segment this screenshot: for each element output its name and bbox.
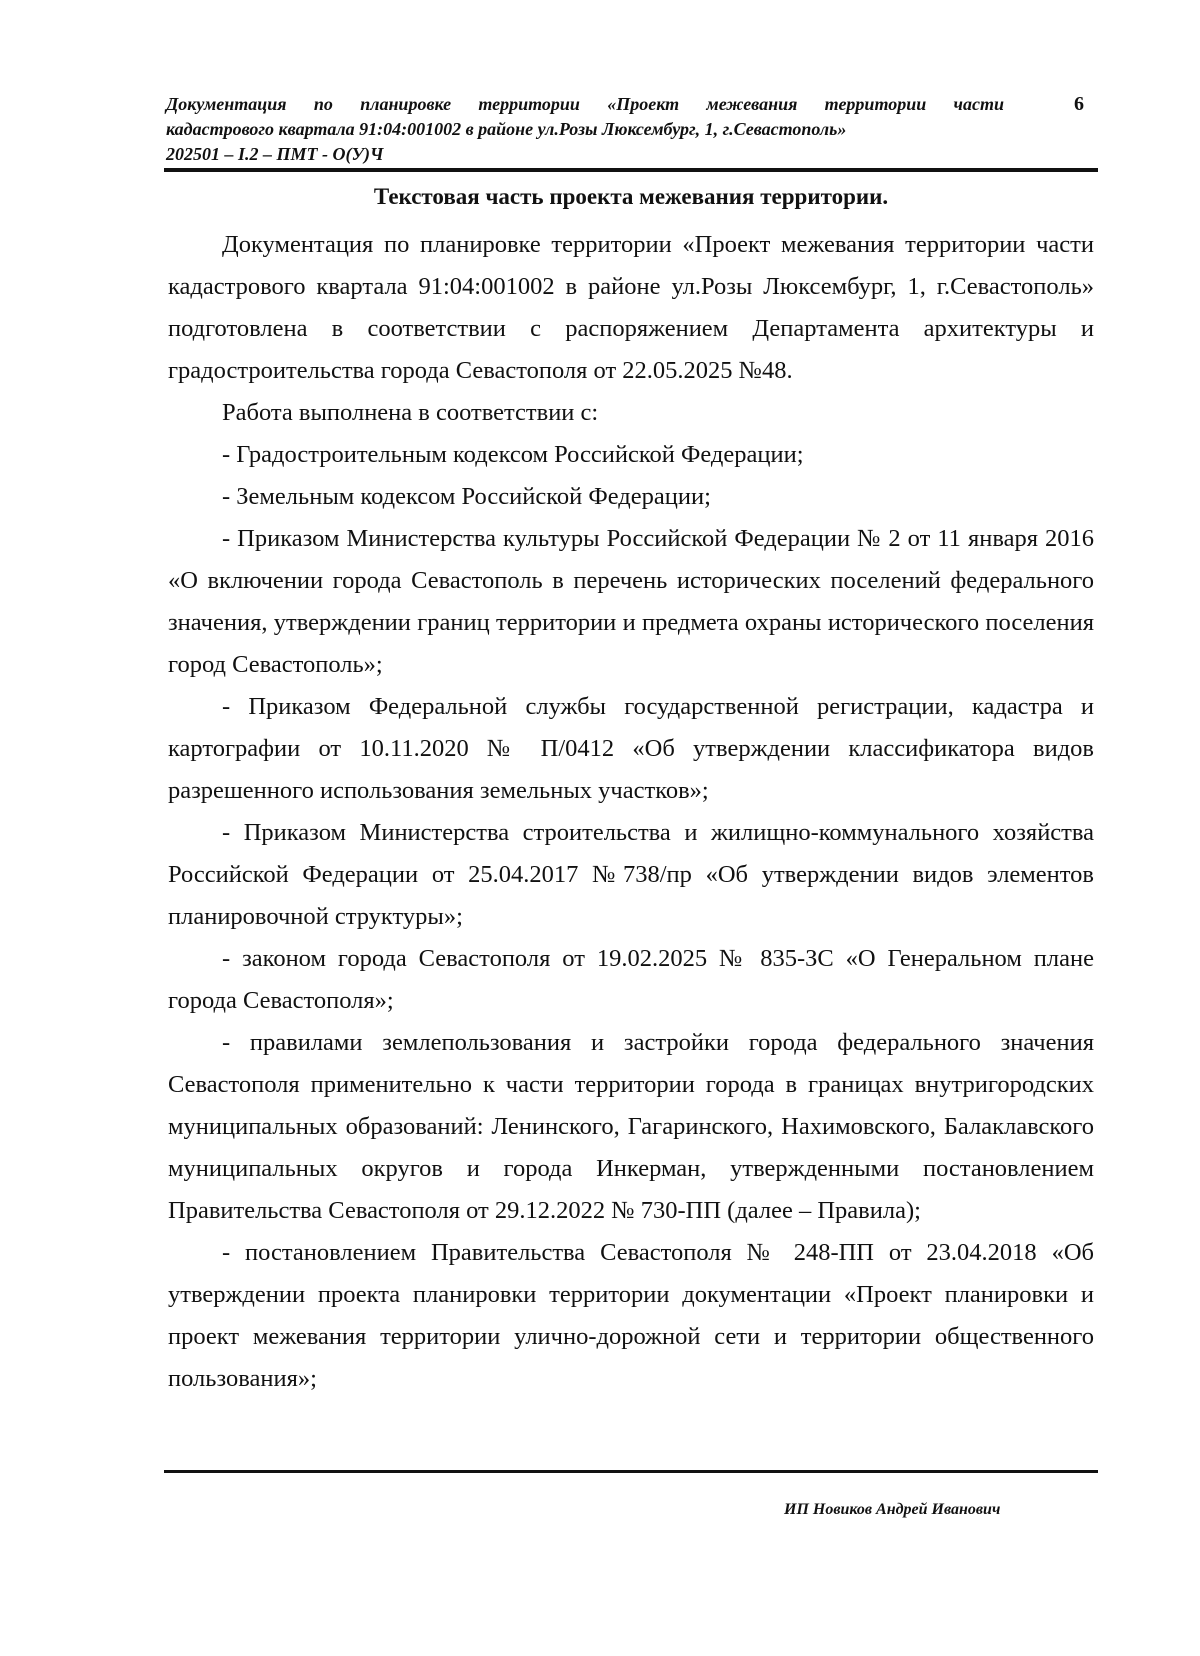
- header-line-2: кадастрового квартала 91:04:001002 в районе ул.Розы Люксембург, 1, г.Севастополь»: [166, 119, 847, 139]
- section-title: Текстовая часть проекта межевания территории.: [373, 184, 889, 209]
- running-header: [166, 92, 1096, 167]
- reference-list-item: - Приказом Министерства культуры Российской Федерации № 2 от 11 января 2016 «О включении города Севастополь в перечень исторических поселений федерального значения, утверждении границ территории и предмета охраны исторического поселения город Севастополь»;: [168, 525, 1094, 678]
- footer-divider: [164, 1470, 1098, 1473]
- footer-author: ИП Новиков Андрей Иванович: [784, 1501, 1001, 1518]
- reference-list-item: - Приказом Федеральной службы государственной регистрации, кадастра и картографии от 10.11.2020 № П/0412 «Об утверждении классификатора видов разрешенного использования земельных участков»;: [168, 693, 1094, 804]
- header-line-1: Документация по планировке территории «Проект межевания территории части: [166, 94, 1004, 114]
- reference-list-item: - правилами землепользования и застройки города федерального значения Севастополя применительно к части территории города в границах внутригородских муниципальных образований: Ленинского, Гагаринского, Нахимовского, Балаклавского муниципальных округов и города Инкерман, утвержденными постановлением Правительства Севастополя от 29.12.2022 № 730-ПП (далее – Правила);: [168, 1029, 1094, 1224]
- list-intro-paragraph: Работа выполнена в соответствии с:: [222, 399, 599, 426]
- document-body: [168, 224, 1094, 1400]
- reference-list-item: - Приказом Министерства строительства и жилищно-коммунального хозяйства Российской Федерации от 25.04.2017 №738/пр «Об утверждении видов элементов планировочной структуры»;: [168, 819, 1094, 930]
- header-divider: [164, 168, 1098, 172]
- reference-list-item: - Земельным кодексом Российской Федерации;: [222, 483, 711, 510]
- page-number: 6: [1074, 93, 1084, 115]
- reference-list-item: - Градостроительным кодексом Российской Федерации;: [222, 441, 804, 468]
- reference-list-item: - законом города Севастополя от 19.02.2025 № 835-ЗС «О Генеральном плане города Севастополя»;: [168, 945, 1094, 1014]
- header-line-3: 202501 – I.2 – ПМТ - О(У)Ч: [166, 144, 384, 164]
- intro-paragraph: Документация по планировке территории «Проект межевания территории части кадастрового квартала 91:04:001002 в районе ул.Розы Люксембург, 1, г.Севастополь» подготовлена в соответствии с распоряжением Департамента архитектуры и градостроительства города Севастополя от 22.05.2025 №48.: [168, 231, 1094, 384]
- reference-list-item: - постановлением Правительства Севастополя № 248-ПП от 23.04.2018 «Об утверждении проекта планировки территории документации «Проект планировки и проект межевания территории улично-дорожной сети и территории общественного пользования»;: [168, 1239, 1094, 1392]
